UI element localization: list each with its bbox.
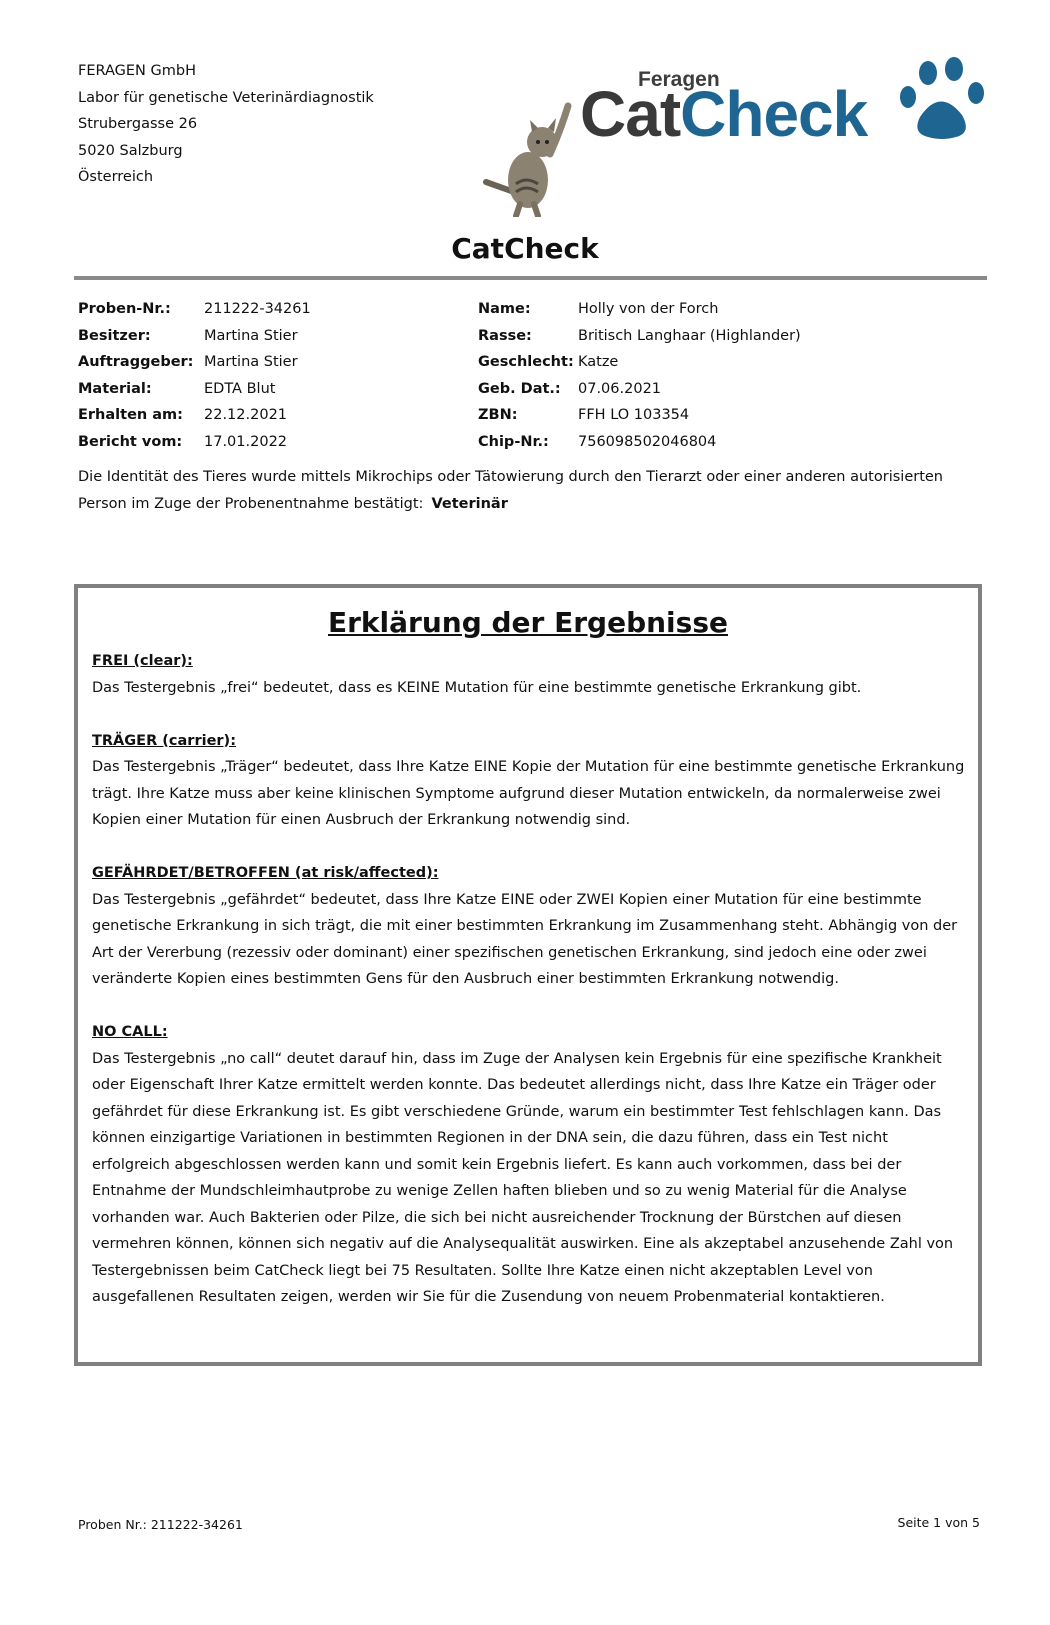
info-value: 07.06.2021	[578, 380, 662, 397]
info-value: Katze	[578, 354, 619, 370]
info-label: Erhalten am:	[78, 407, 183, 423]
info-label: Proben-Nr.:	[78, 301, 171, 317]
info-value: 756098502046804	[578, 433, 717, 450]
identity-confirmed-by: Veterinär	[431, 495, 508, 512]
info-label: Name:	[478, 301, 531, 317]
info-row	[478, 376, 801, 403]
info-row	[78, 296, 311, 323]
identity-statement	[78, 464, 978, 517]
info-value: Britisch Langhaar (Highlander)	[578, 327, 801, 344]
explanation-section	[92, 728, 968, 834]
section-text: Das Testergebnis „no call“ deutet darauf hin, dass im Zuge der Analysen kein Ergebnis für eine spezifische Krankheit oder Eigenschaft Ihrer Katze ermittelt werden konnte. Das bedeutet allerdings nicht, dass Ihre Katze ein Träger oder gefährdet für diese Erkrankung ist. Es gibt verschiedene Gründe, warum ein bestimmter Test fehlschlagen kann. Das können einzigartige Variationen in bestimmten Regionen in der DNA sein, die dazu führen, dass ein Test nicht erfolgreich abgeschlossen werden kann und somit kein Ergebnis liefert. Es kann auch vorkommen, dass bei der Entnahme der Mundschleimhautprobe zu wenige Zellen haften blieben und so zu wenig Material für die Analyse vorhanden war. Auch Bakterien oder Pilze, die sich bei nicht ausreichender Trocknung der Bürstchen auf diesen vermehren können, können sich negativ auf die Analysequalität auswirken. Eine als akzeptabel anzusehende Zahl von Testergebnissen beim CatCheck liegt bei 75 Resultaten. Sollte Ihre Katze einen nicht akzeptablen Level von ausgefallenen Resultaten zeigen, werden wir Sie für die Zusendung von neuem Probenmaterial kontaktieren.	[92, 1050, 954, 1305]
info-value: 17.01.2022	[204, 433, 288, 450]
explanation-section	[92, 648, 968, 701]
info-label: Besitzer:	[78, 327, 151, 344]
section-heading: TRÄGER (carrier):	[92, 732, 236, 749]
wordmark-cat: Cat	[580, 78, 681, 150]
feragen-brand: Feragen	[638, 68, 720, 91]
info-label: Bericht vom:	[78, 433, 183, 450]
section-heading: NO CALL:	[92, 1024, 168, 1040]
footer-sample-number: Proben Nr.: 211222-34261	[78, 1517, 243, 1532]
info-row	[78, 323, 311, 350]
explanation-box	[74, 584, 982, 1366]
wordmark-check: Check	[680, 78, 868, 150]
section-text: Das Testergebnis „frei“ bedeutet, dass es KEINE Mutation für eine bestimmte genetische Erkrankung gibt.	[92, 679, 862, 696]
info-value: FFH LO 103354	[578, 407, 690, 423]
footer-page-number: Seite 1 von 5	[897, 1515, 980, 1530]
info-value: EDTA Blut	[204, 380, 276, 397]
catcheck-logo	[480, 52, 990, 222]
paw-icon	[898, 57, 990, 147]
info-value: 211222-34261	[204, 301, 311, 317]
info-label: Material:	[78, 380, 152, 397]
info-row	[78, 376, 311, 403]
address-line: Labor für genetische Veterinärdiagnostik	[78, 89, 374, 106]
sample-info	[78, 296, 311, 455]
info-row	[478, 349, 801, 376]
explanation-section	[92, 860, 968, 993]
explanation-content	[92, 648, 968, 1337]
info-value: 22.12.2021	[204, 407, 288, 423]
info-label: Geb. Dat.:	[478, 380, 561, 397]
section-heading: FREI (clear):	[92, 653, 193, 669]
info-value: Martina Stier	[204, 327, 298, 344]
info-row	[478, 323, 801, 350]
address-line: FERAGEN GmbH	[78, 63, 196, 79]
identity-text: Die Identität des Tieres wurde mittels Mikrochips oder Tätowierung durch den Tierarzt oder einer anderen autorisierten Person im Zuge der Probenentnahme bestätigt:	[78, 469, 943, 512]
info-label: Auftraggeber:	[78, 354, 194, 370]
info-row	[78, 429, 311, 456]
info-value: Holly von der Forch	[578, 301, 719, 317]
page-title: CatCheck	[451, 232, 599, 265]
section-heading: GEFÄHRDET/BETROFFEN (at risk/affected):	[92, 865, 439, 881]
kitten-icon	[480, 92, 576, 217]
info-row	[478, 429, 801, 456]
explanation-section	[92, 1019, 968, 1311]
info-label: Rasse:	[478, 327, 532, 344]
info-value: Martina Stier	[204, 354, 298, 370]
title-divider	[74, 276, 987, 280]
lab-address	[78, 58, 374, 191]
info-row	[78, 402, 311, 429]
animal-info	[478, 296, 801, 455]
info-row	[78, 349, 311, 376]
section-text: Das Testergebnis „gefährdet“ bedeutet, dass Ihre Katze EINE oder ZWEI Kopien einer Mutation für eine bestimmte genetische Erkrankung in sich trägt, die mit einer bestimmten Erkrankung im Zusammenhang steht. Abhängig von der Art der Vererbung (rezessiv oder dominant) einer spezifischen genetischen Erkrankung, sind jedoch eine oder zwei veränderte Kopien eines bestimmten Gens für den Ausbruch einer bestimmten Erkrankung notwendig.	[92, 891, 958, 987]
info-row	[478, 402, 801, 429]
info-label: Geschlecht:	[478, 354, 574, 370]
info-label: Chip-Nr.:	[478, 433, 549, 450]
address-line: Österreich	[78, 169, 154, 185]
explanation-title: Erklärung der Ergebnisse	[328, 606, 728, 639]
address-line: Strubergasse 26	[78, 116, 198, 132]
address-line: 5020 Salzburg	[78, 142, 183, 159]
info-row	[478, 296, 801, 323]
section-text: Das Testergebnis „Träger“ bedeutet, dass Ihre Katze EINE Kopie der Mutation für eine bestimmte genetische Erkrankung trägt. Ihre Katze muss aber keine klinischen Symptome aufgrund dieser Mutation entwickeln, da normalerweise zwei Kopien einer Mutation für einen Ausbruch der Erkrankung notwendig sind.	[92, 759, 965, 828]
info-label: ZBN:	[478, 407, 518, 423]
